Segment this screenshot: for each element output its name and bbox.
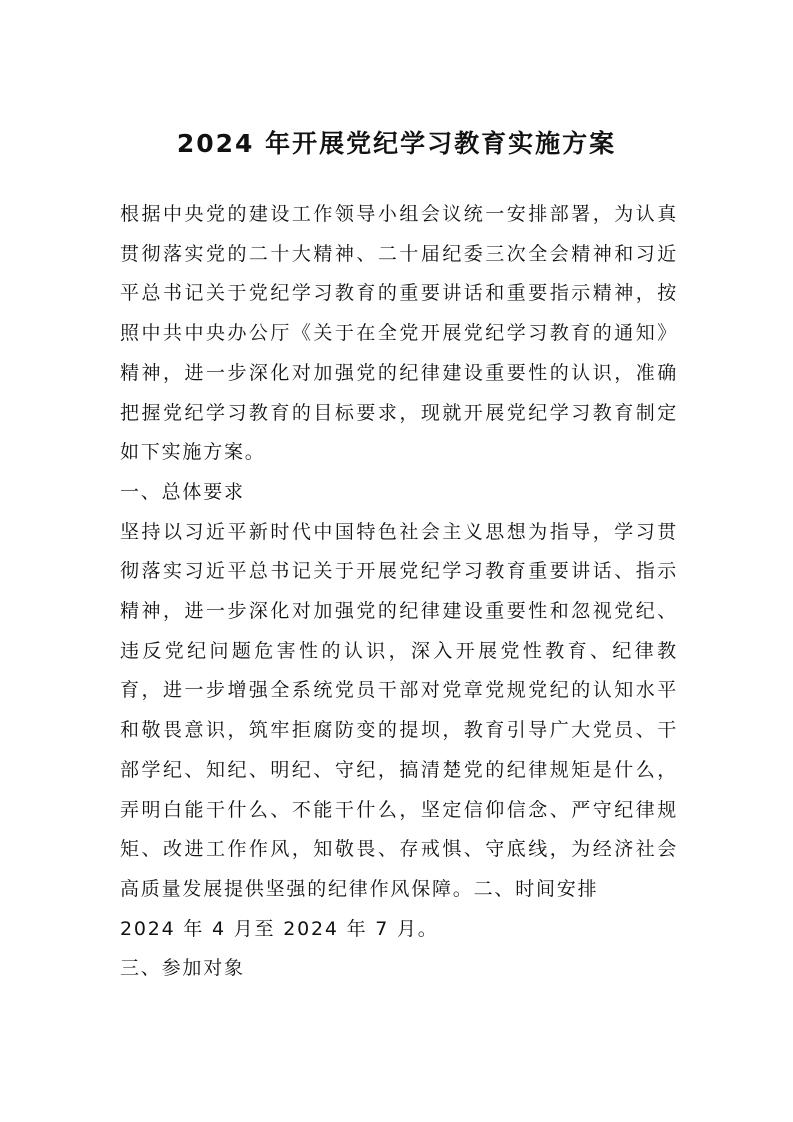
document-title: 2024 年开展党纪学习教育实施方案: [176, 129, 617, 158]
schedule-paragraph: 2024 年 4 月至 2024 年 7 月。: [120, 917, 439, 940]
intro-paragraph: 根据中央党的建设工作领导小组会议统一安排部署，为认真贯彻落实党的二十大精神、二十届纪委三次全会精神和习近平总书记关于党纪学习教育的重要讲话和重要指示精神，按照中共中央办公厅《关于在全党开展党纪学习教育的通知》精神，进一步深化对加强党的纪律建设重要性的认识，准确把握党纪学习教育的目标要求，现就开展党纪学习教育制定如下实施方案。: [120, 203, 678, 464]
section-heading-general-requirements: 一、总体要求: [120, 480, 245, 503]
document-body: [120, 195, 678, 989]
general-requirements-paragraph: 坚持以习近平新时代中国特色社会主义思想为指导，学习贯彻落实习近平总书记关于开展党纪学习教育重要讲话、指示精神，进一步深化对加强党的纪律建设重要性和忽视党纪、违反党纪问题危害性的认识，深入开展党性教育、纪律教育，进一步增强全系统党员干部对党章党规党纪的认知水平和敬畏意识，筑牢拒腐防变的提坝，教育引导广大党员、干部学纪、知纪、明纪、守纪，搞清楚党的纪律规矩是什么，弄明白能干什么、不能干什么，坚定信仰信念、严守纪律规矩、改进工作作风，知敬畏、存戒惧、守底线，为经济社会高质量发展提供坚强的纪律作风保障。二、时间安排: [120, 520, 678, 900]
section-heading-participants: 三、参加对象: [120, 957, 245, 980]
